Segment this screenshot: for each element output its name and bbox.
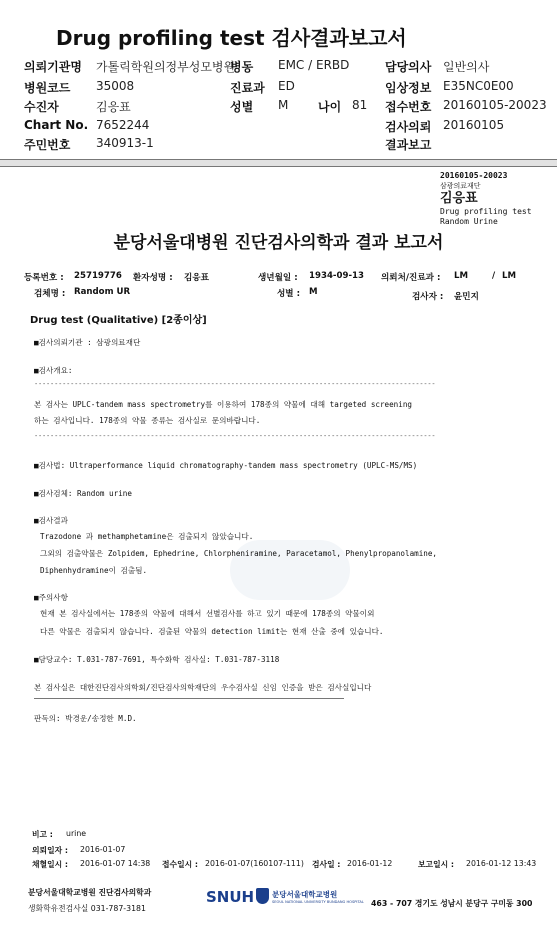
collection-time-label: 채혈일시 : — [32, 860, 68, 869]
label-requesting-institution: 의뢰기관명 — [24, 60, 82, 74]
report-line: ■검사의뢰기관 : 삼광의료재단 — [34, 338, 141, 347]
report-time-label: 보고일시 : — [418, 860, 454, 869]
report-line: 다른 약물은 검출되지 않습니다. 검출된 약물의 detection limit는 현재 산출 중에 있습니다. — [40, 627, 384, 636]
test-date-label: 검사일 : — [312, 860, 341, 869]
report-line: 하는 검사입니다. 178종의 약물 종류는 검사실로 문의바랍니다. — [34, 416, 261, 425]
label-hospital-code: 병원코드 — [24, 81, 71, 95]
signature-rule — [34, 698, 344, 699]
note-value: urine — [66, 829, 87, 838]
value-resident-number: 340913-1 — [96, 136, 154, 150]
stamp-institution: 삼광의료재단 — [440, 182, 481, 190]
value-age: 81 — [352, 98, 368, 112]
specimen-label-stamp — [440, 171, 532, 227]
value-ward: EMC / ERBD — [278, 58, 350, 72]
report-line: 그외의 검출약물은 Zolpidem, Ephedrine, Chlorpheniramine, Paracetamol, Phenylpropanolamine, — [40, 549, 437, 558]
stamp-receipt-number: 20160105-20023 — [440, 171, 508, 180]
report-line: ■담당교수: T.031-787-7691, 특수화학 검사실: T.031-787-3118 — [34, 655, 280, 664]
patient-sex-label: 성별 : — [277, 289, 301, 299]
request-date-label: 의뢰일자 : — [32, 846, 68, 855]
collection-time: 2016-01-07 14:38 — [80, 859, 151, 868]
report-line: ■검사검체: Random urine — [34, 489, 132, 498]
value-hospital-code: 35008 — [96, 79, 135, 93]
label-patient-name: 수진자 — [24, 100, 59, 114]
hospital-address: 463 - 707 경기도 성남시 분당구 구미동 300 — [371, 899, 533, 908]
report-line: 판독의: 박경운/송정한 M.D. — [34, 714, 137, 723]
value-department: ED — [278, 79, 295, 93]
report-line: ■검사개요: — [34, 366, 73, 375]
label-result-report: 결과보고 — [385, 138, 432, 152]
hospital-logo-korean: 분당서울대학교병원 — [272, 890, 338, 899]
test-section-title: Drug test (Qualitative) [2종이상] — [30, 315, 207, 326]
snuh-logo-text: SNUH — [206, 888, 255, 906]
receipt-time-label: 접수일시 : — [162, 860, 198, 869]
patient-dept-2: LM — [502, 271, 517, 281]
report-line: 본 검사는 UPLC-tandem mass spectrometry를 이용하여 178종의 약물에 대해 targeted screening — [34, 400, 412, 409]
patient-dob: 1934-09-13 — [309, 271, 364, 281]
label-sex: 성별 — [230, 100, 254, 114]
value-requesting-institution: 가톨릭학원의정부성모병원 — [96, 60, 236, 74]
patient-dept-separator: / — [492, 271, 496, 281]
label-clinical-info: 임상정보 — [385, 81, 432, 95]
value-receipt-number: 20160105-20023 — [443, 98, 547, 112]
note-label: 비고 : — [32, 830, 53, 839]
label-department: 진료과 — [230, 81, 265, 95]
patient-reg-label: 등록번호 : — [24, 273, 64, 283]
patient-name-label: 환자성명 : — [133, 273, 173, 283]
value-chart-no: 7652244 — [96, 118, 150, 132]
report-header-title: Drug profiling test 검사결과보고서 — [56, 26, 407, 50]
value-patient-name: 김응표 — [96, 100, 131, 114]
lab-contact: 생화학유전검사실 031-787-3181 — [28, 904, 146, 913]
report-line: Diphenhydramine이 검출됨. — [40, 566, 148, 575]
stamp-patient-name: 김응표 — [440, 191, 478, 206]
specimen-value: Random UR — [74, 287, 131, 297]
examiner-name: 윤민지 — [454, 292, 479, 302]
receipt-time: 2016-01-07(160107-111) — [205, 859, 304, 868]
patient-dob-label: 생년월일 : — [258, 273, 298, 283]
stamp-test-name: Drug profiling test — [440, 207, 532, 216]
label-test-request: 검사의뢰 — [385, 120, 432, 134]
report-line: 본 검사실은 대한진단검사의학회/진단검사의학재단의 우수검사실 신임 인증을 받은 검사실입니다 — [34, 683, 372, 692]
label-resident-number: 주민번호 — [24, 138, 71, 152]
value-sex: M — [278, 98, 289, 112]
label-age: 나이 — [318, 100, 342, 114]
report-time: 2016-01-12 13:43 — [466, 859, 537, 868]
patient-reg-number: 25719776 — [74, 271, 122, 281]
patient-dept-1: LM — [454, 271, 469, 281]
lab-organization: 분당서울대학교병원 진단검사의학과 — [28, 888, 152, 897]
specimen-label: 검체명 : — [34, 289, 66, 299]
examiner-label: 검사자 : — [412, 292, 444, 302]
value-test-request: 20160105 — [443, 118, 505, 132]
test-date: 2016-01-12 — [347, 859, 393, 868]
report-line: ■주의사항 — [34, 593, 68, 602]
request-date: 2016-01-07 — [80, 845, 126, 854]
label-receipt-number: 접수번호 — [385, 100, 432, 114]
label-attending-doctor: 담당의사 — [385, 60, 432, 74]
report-title: 분당서울대병원 진단검사의학과 결과 보고서 — [113, 233, 444, 253]
patient-dept-label: 의뢰처/진료과 : — [381, 273, 441, 283]
report-line: Trazodone 과 methamphetamine은 검출되지 않았습니다. — [40, 532, 254, 541]
report-line: ■검사결과 — [34, 516, 68, 525]
patient-name: 김응표 — [184, 273, 209, 283]
patient-sex: M — [309, 287, 318, 297]
dashed-rule: ---------------------------------------------------------------------------------------------------- — [34, 380, 436, 388]
report-line: ■검사법: Ultraperformance liquid chromatography-tandem mass spectrometry (UPLC-MS/MS) — [34, 461, 418, 470]
divider-bottom — [0, 166, 557, 167]
dashed-rule: ---------------------------------------------------------------------------------------------------- — [34, 432, 436, 440]
label-ward: 병동 — [230, 60, 254, 74]
report-line: 현재 본 검사실에서는 178종의 약물에 대해서 선별검사를 하고 있기 때문에 178종의 약물이외 — [40, 609, 375, 618]
value-attending-doctor: 일반의사 — [443, 60, 490, 74]
label-chart-no: Chart No. — [24, 118, 89, 132]
value-clinical-info: E35NC0E00 — [443, 79, 514, 93]
stamp-specimen: Random Urine — [440, 217, 498, 226]
shield-icon — [256, 888, 269, 904]
hospital-logo-english: SEOUL NATIONAL UNIVERSITY BUNDANG HOSPITAL — [272, 900, 364, 904]
